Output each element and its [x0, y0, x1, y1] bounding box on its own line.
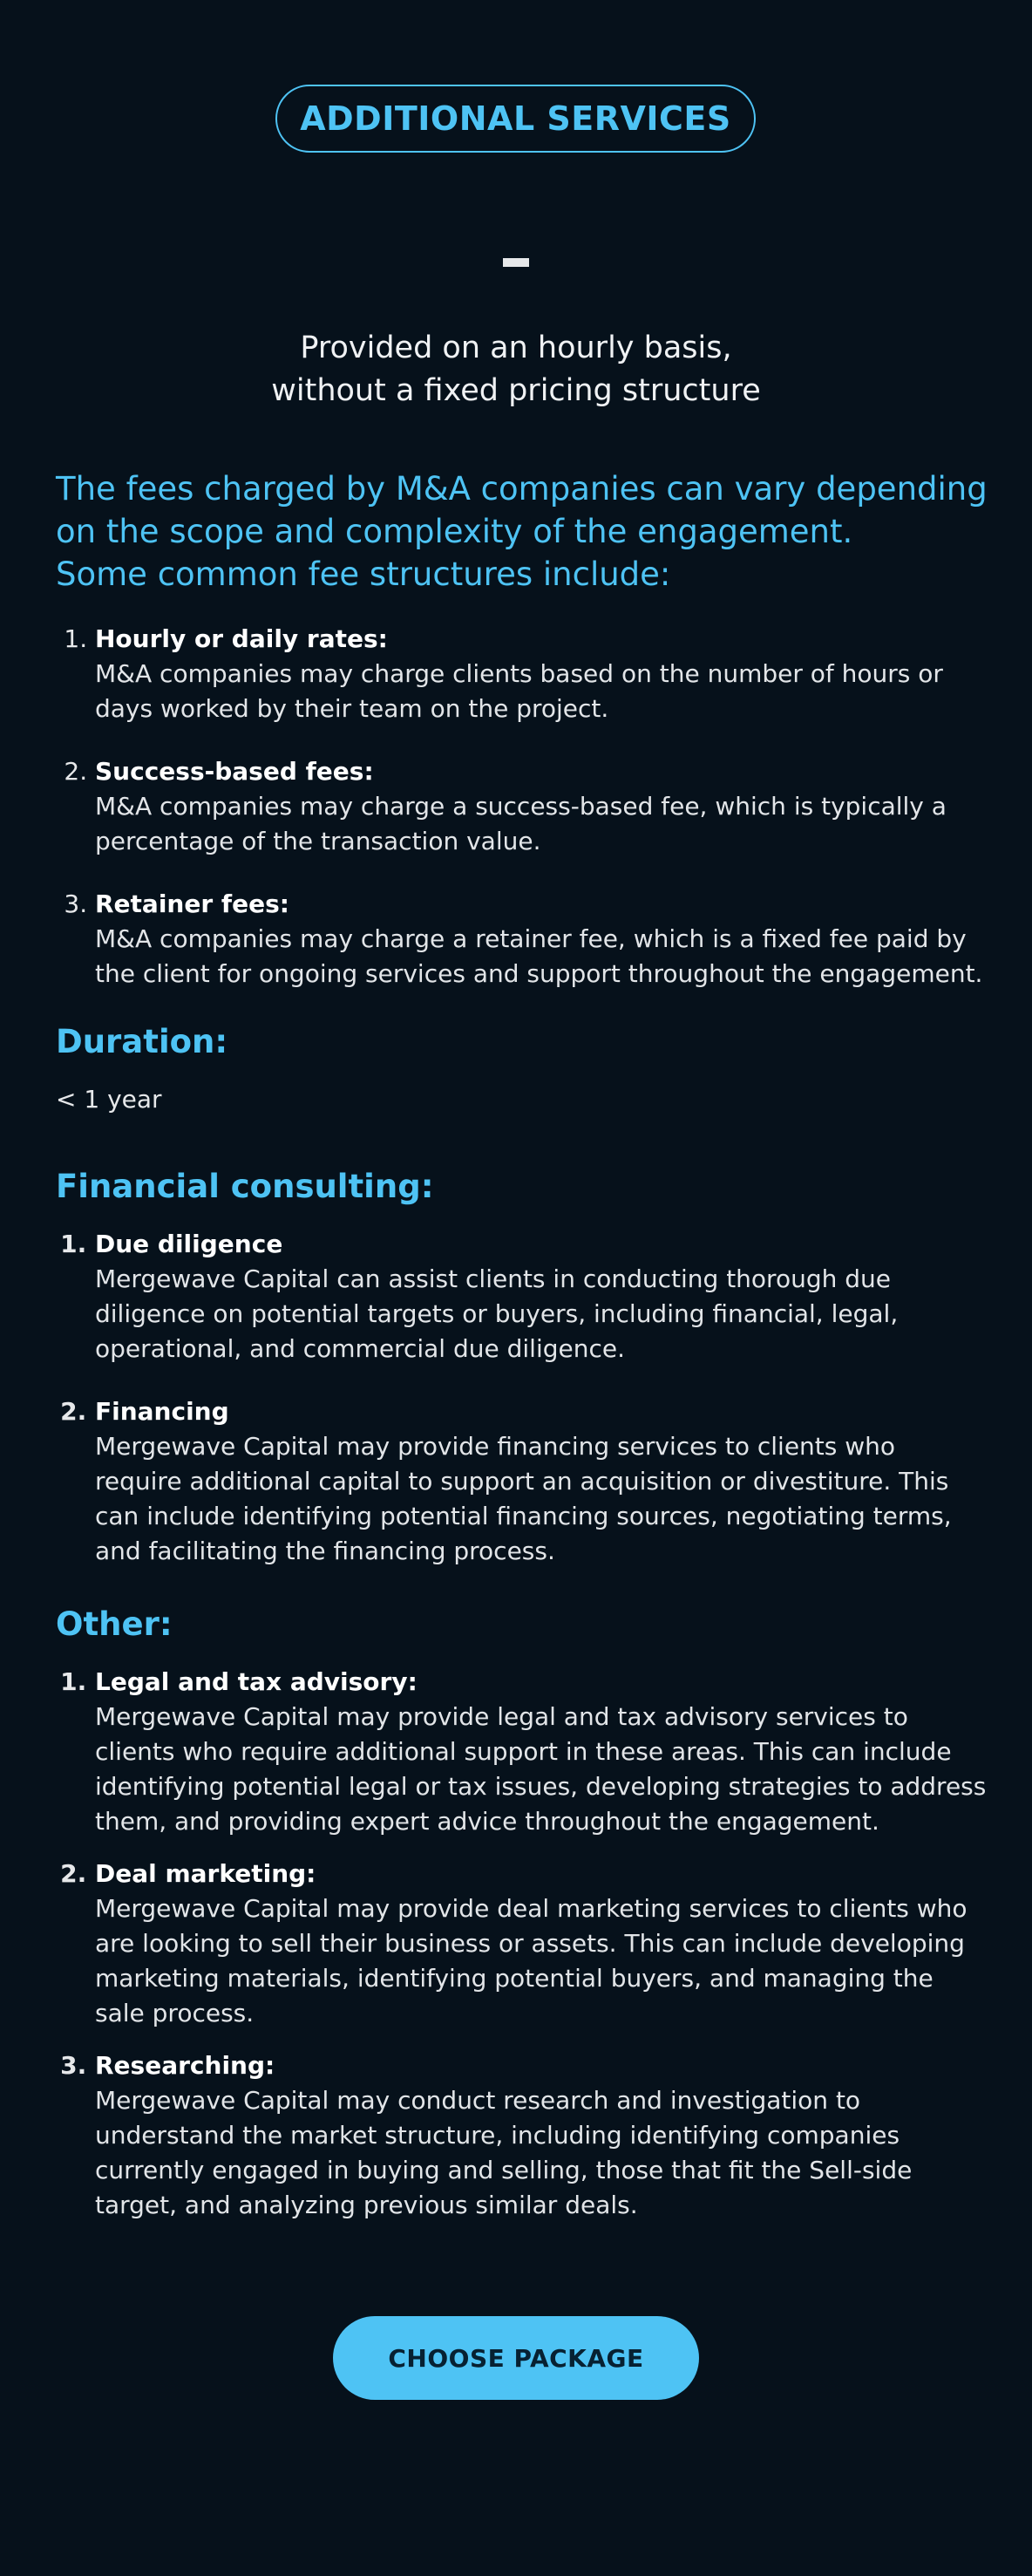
list-item-title: 1. Due diligence: [95, 1230, 283, 1258]
list-item: [95, 1394, 988, 1569]
subtitle-line-1: Provided on an hourly basis,: [300, 331, 732, 365]
list-item-title: 2. Deal marketing:: [95, 1859, 316, 1888]
other-heading: Other:: [56, 1605, 173, 1643]
list-item-title: 1. Hourly or daily rates:: [95, 624, 388, 653]
subtitle-line-2: without a fixed pricing structure: [271, 373, 761, 408]
fees-intro-line-1: The fees charged by M&A companies can vary depending: [56, 470, 988, 508]
duration-value: < 1 year: [56, 1085, 162, 1114]
list-item-text: M&A companies may charge a retainer fee, which is a fixed fee paid by the client for ongoing services and support throughout the engagement.: [95, 924, 983, 988]
divider-dash: [503, 258, 529, 267]
list-item: [95, 754, 988, 859]
list-item: [95, 887, 988, 992]
list-item: [95, 1665, 988, 1839]
list-item-text: Mergewave Capital may provide financing services to clients who require additional capital to support an acquisition or divestiture. This can include identifying potential financing sources, negotiating terms, and facilitating the financing process.: [95, 1432, 952, 1565]
page-subtitle: [0, 327, 1032, 412]
list-item-text: Mergewave Capital may provide deal marketing services to clients who are looking to sell their business or assets. This can include developing marketing materials, identifying potential buyers, and managing the sale process.: [95, 1894, 968, 2027]
other-services-list: [56, 1665, 988, 2223]
list-item: [95, 622, 988, 726]
financial-consulting-list: [56, 1227, 988, 1569]
list-item: [95, 1227, 988, 1366]
section-badge: ADDITIONAL SERVICES: [275, 85, 756, 153]
list-item: [95, 1857, 988, 2031]
list-item-text: M&A companies may charge clients based on the number of hours or days worked by their team on the project.: [95, 659, 943, 723]
fees-intro-line-3: Some common fee structures include:: [56, 555, 671, 593]
duration-heading: Duration:: [56, 1023, 228, 1060]
list-item-text: M&A companies may charge a success-based fee, which is typically a percentage of the transaction value.: [95, 792, 947, 855]
list-item-text: Mergewave Capital may conduct research and investigation to understand the market structure, including identifying companies currently engaged in buying and selling, those that fit the Sell-side target, and analyzing previous similar deals.: [95, 2086, 913, 2219]
list-item-title: 3. Retainer fees:: [95, 889, 289, 918]
main-content: [56, 467, 988, 2240]
list-item-title: 3. Researching:: [95, 2051, 275, 2080]
fees-intro-line-2: on the scope and complexity of the engagement.: [56, 513, 853, 550]
list-item-text: Mergewave Capital can assist clients in conducting thorough due diligence on potential targets or buyers, including financial, legal, operational, and commercial due diligence.: [95, 1264, 899, 1363]
list-item-title: 2. Financing: [95, 1397, 229, 1426]
financial-consulting-heading: Financial consulting:: [56, 1168, 434, 1205]
choose-package-button[interactable]: CHOOSE PACKAGE: [333, 2316, 699, 2400]
fee-structures-list: [56, 622, 988, 992]
list-item-title: 1. Legal and tax advisory:: [95, 1667, 418, 1696]
fees-intro: [56, 467, 988, 596]
list-item-title: 2. Success-based fees:: [95, 757, 374, 786]
list-item-text: Mergewave Capital may provide legal and tax advisory services to clients who require additional support in these areas. This can include identifying potential legal or tax issues, developing strategies to address them, and providing expert advice throughout the engagement.: [95, 1702, 987, 1836]
list-item: [95, 2048, 988, 2223]
